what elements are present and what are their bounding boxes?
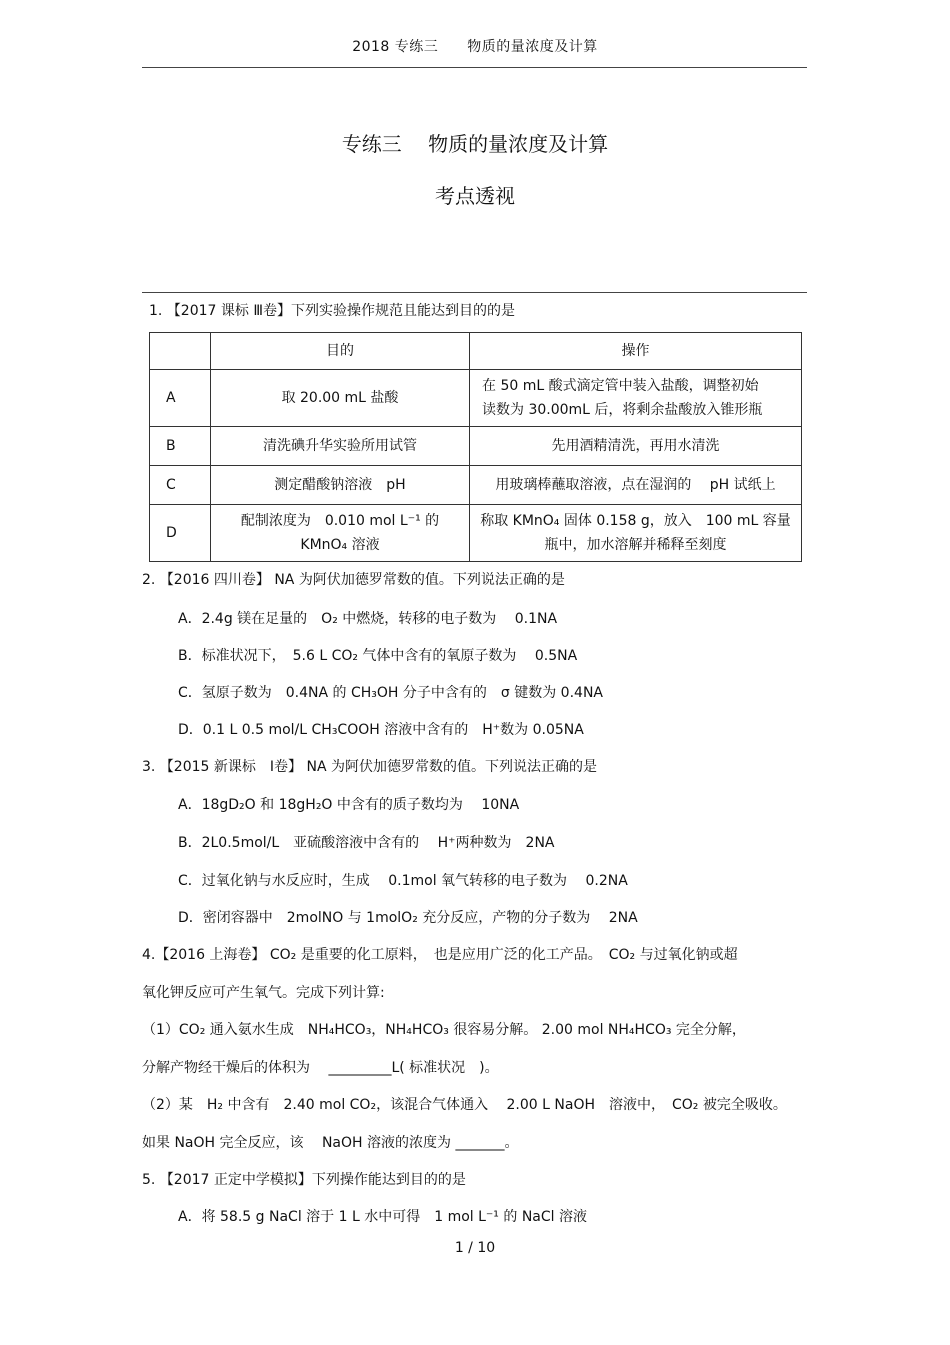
q2-option-d: D．0.1 L 0.5 mol/L CH₃COOH 溶液中含有的 H⁺数为 0.05NA [178, 722, 584, 738]
table-row [150, 466, 802, 505]
row-label: D [150, 505, 211, 562]
table-row [150, 370, 802, 427]
table-corner-cell [150, 333, 211, 370]
table-header-row [150, 333, 802, 370]
q2-stem: 2. 【2016 四川卷】 NA 为阿伏加德罗常数的值。下列说法正确的是 [142, 572, 565, 588]
operation-line: 瓶中，加水溶解并稀释至刻度 [544, 537, 727, 553]
q1-table [149, 332, 802, 562]
q3-option-c: C．过氧化钠与水反应时，生成 0.1mol 氧气转移的电子数为 0.2NA [178, 873, 628, 889]
q2-option-a: A．2.4g 镁在足量的 O₂ 中燃烧，转移的电子数为 0.1NA [178, 611, 558, 627]
operation-line: 用玻璃棒蘸取溶液，点在湿润的 pH 试纸上 [495, 477, 776, 493]
q5-stem: 5. 【2017 正定中学模拟】下列操作能达到目的的是 [142, 1172, 466, 1188]
operation-line: 称取 KMnO₄ 固体 0.158 g，放入 100 mL 容量 [480, 513, 791, 529]
page-subtitle: 考点透视 [435, 184, 515, 208]
page-header: 2018 专练三 物质的量浓度及计算 [352, 39, 598, 55]
row-operation [470, 466, 802, 505]
q2-option-b: B．标准状况下， 5.6 L CO₂ 气体中含有的氧原子数为 0.5NA [178, 648, 578, 664]
purpose-line: 配制浓度为 0.010 mol L⁻¹ 的 [240, 513, 440, 529]
table-row [150, 427, 802, 466]
q3-stem: 3. 【2015 新课标 Ⅰ卷】 NA 为阿伏加德罗常数的值。下列说法正确的是 [142, 759, 597, 775]
q4-line: 氧化钾反应可产生氧气。完成下列计算: [142, 985, 385, 1001]
q3-option-b: B．2L0.5mol/L 亚硫酸溶液中含有的 H⁺两种数为 2NA [178, 835, 555, 851]
purpose-line: 清洗碘升华实验所用试管 [263, 438, 417, 454]
operation-line: 读数为 30.00mL 后，将剩余盐酸放入锥形瓶 [482, 402, 763, 418]
row-purpose [211, 370, 470, 427]
page-number: 1 / 10 [454, 1240, 496, 1256]
row-purpose [211, 505, 470, 562]
row-operation [470, 370, 802, 427]
purpose-line: 取 20.00 mL 盐酸 [281, 390, 399, 406]
row-label: A [150, 370, 211, 427]
q2-option-c: C．氢原子数为 0.4NA 的 CH₃OH 分子中含有的 σ 键数为 0.4NA [178, 685, 603, 701]
q3-option-a: A．18gD₂O 和 18gH₂O 中含有的质子数均为 10NA [178, 797, 520, 813]
q4-line: 4.【2016 上海卷】 CO₂ 是重要的化工原料， 也是应用广泛的化工产品。 CO₂ 与过氧化钠或超 [142, 947, 738, 963]
table-head-purpose: 目的 [211, 333, 470, 370]
purpose-line: KMnO₄ 溶液 [300, 537, 380, 553]
section-rule [142, 292, 807, 293]
q4-line: 如果 NaOH 完全反应，该 NaOH 溶液的浓度为 _______。 [142, 1135, 519, 1151]
q4-line: 分解产物经干燥后的体积为 _________L( 标准状况 )。 [142, 1060, 499, 1076]
row-label: B [150, 427, 211, 466]
row-label: C [150, 466, 211, 505]
table-row [150, 505, 802, 562]
q4-part2: （2）某 H₂ 中含有 2.40 mol CO₂，该混合气体通入 2.00 L NaOH 溶液中， CO₂ 被完全吸收。 [142, 1097, 787, 1113]
purpose-line: 测定醋酸钠溶液 pH [274, 477, 406, 493]
q4-part1: （1）CO₂ 通入氨水生成 NH₄HCO₃，NH₄HCO₃ 很容易分解。 2.00 mol NH₄HCO₃ 完全分解， [142, 1022, 746, 1038]
table-head-operation: 操作 [470, 333, 802, 370]
row-operation [470, 505, 802, 562]
row-purpose [211, 427, 470, 466]
row-operation [470, 427, 802, 466]
page-title: 专练三 物质的量浓度及计算 [341, 132, 609, 156]
header-rule [142, 67, 807, 68]
q5-option-a: A．将 58.5 g NaCl 溶于 1 L 水中可得 1 mol L⁻¹ 的 NaCl 溶液 [178, 1209, 587, 1225]
q1-stem: 1. 【2017 课标 Ⅲ卷】下列实验操作规范且能达到目的的是 [149, 303, 515, 319]
q3-option-d: D．密闭容器中 2molNO 与 1molO₂ 充分反应，产物的分子数为 2NA [178, 910, 638, 926]
operation-line: 在 50 mL 酸式滴定管中装入盐酸，调整初始 [482, 378, 759, 394]
row-purpose [211, 466, 470, 505]
operation-line: 先用酒精清洗，再用水清洗 [551, 438, 720, 454]
